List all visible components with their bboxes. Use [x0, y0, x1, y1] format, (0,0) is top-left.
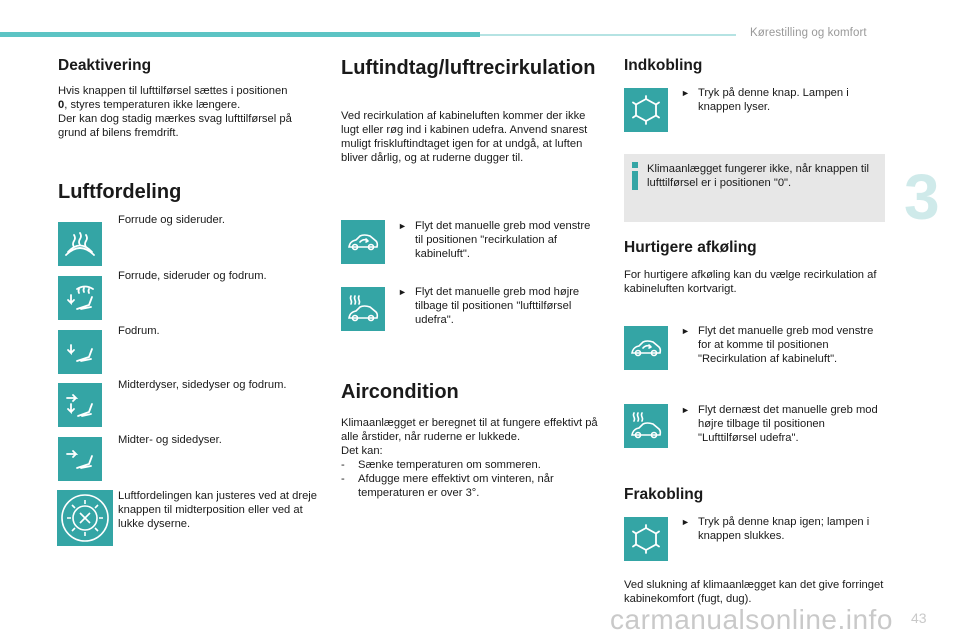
aircondition-list-item-2-text: Afdugge mere effektivt om vinteren, når temperaturen er over 3°.	[358, 473, 554, 499]
snowflake-ac-icon	[624, 517, 668, 561]
luftindtag-bullet-1	[398, 219, 598, 261]
windshield-feet-icon	[58, 276, 102, 320]
luftindtag-intro: Ved recirkulation af kabineluften kommer der ikke lugt eller røg ind i kabinen udefra. Anvend snarest muligt friskluftindtaget igen for at undgå, at luften bliver dårlig, og at ruderne dugger til.	[341, 110, 588, 164]
bullet-marker: ►	[681, 517, 690, 527]
hurtigere-bullet-2	[681, 403, 881, 445]
recirculation-icon	[341, 220, 385, 264]
info-icon	[630, 162, 640, 190]
header-accent-line	[480, 34, 736, 36]
luftindtag-bullet-1-text: Flyt det manuelle greb mod venstre til positionen "recirkulation af kabineluft".	[415, 220, 591, 260]
indkobling-title: Indkobling	[624, 57, 703, 74]
bullet-marker: ►	[681, 326, 690, 336]
deaktivering-bold-zero: 0	[58, 99, 65, 111]
bullet-marker: ►	[681, 405, 690, 415]
fresh-air-icon	[624, 404, 668, 448]
watermark: carmanualsonline.info	[610, 604, 893, 635]
center-side-vent-icon	[58, 437, 102, 481]
aircondition-list-item-1-text: Sænke temperaturen om sommeren.	[358, 459, 541, 471]
deaktivering-para1b: , styres temperaturen ikke længere.	[64, 99, 241, 111]
luftfordeling-title: Luftfordeling	[58, 181, 182, 203]
hurtigere-intro: For hurtigere afkøling kan du vælge recirkulation af kabineluften kortvarigt.	[624, 269, 877, 295]
page-number: 43	[911, 610, 927, 626]
luftindtag-title: Luftindtag/luftrecirkulation	[341, 57, 596, 79]
indkobling-bullet	[681, 86, 881, 114]
deaktivering-para1a: Hvis knappen til lufttilførsel sættes i positionen	[58, 85, 288, 97]
luftindtag-bullet-2-text: Flyt det manuelle greb mod højre tilbage til positionen "lufttilførsel udefra".	[415, 286, 580, 326]
luftfordeling-item-4: Midterdyser, sidedyser og fodrum.	[118, 379, 287, 391]
fresh-air-icon	[341, 287, 385, 331]
indkobling-info-text: Klimaanlægget fungerer ikke, når knappen til lufttilførsel er i positionen "0".	[647, 163, 870, 189]
running-head: Kørestilling og komfort	[750, 27, 867, 39]
aircondition-title: Aircondition	[341, 381, 459, 403]
frakobling-bullet-text: Tryk på denne knap igen; lampen i knappen slukkes.	[698, 516, 870, 542]
deaktivering-title: Deaktivering	[58, 57, 152, 74]
frakobling-title: Frakobling	[624, 486, 704, 503]
recirculation-icon	[624, 326, 668, 370]
windshield-defrost-icon	[58, 222, 102, 266]
luftfordeling-item-6: Luftfordelingen kan justeres ved at dreje knappen til midterposition eller ved at lukke dyserne.	[118, 490, 318, 530]
hurtigere-bullet-1	[681, 324, 881, 366]
distribution-dial-icon	[57, 490, 113, 546]
dash-marker: -	[341, 473, 345, 485]
center-side-feet-vent-icon	[58, 383, 102, 427]
frakobling-bullet	[681, 515, 881, 543]
bullet-marker: ►	[398, 287, 407, 297]
feet-vent-icon	[58, 330, 102, 374]
chapter-number: 3	[904, 161, 940, 233]
bullet-marker: ►	[681, 88, 690, 98]
aircondition-intro: Klimaanlægget er beregnet til at fungere effektivt på alle årstider, når ruderne er lukkede.	[341, 417, 598, 443]
luftindtag-bullet-2	[398, 285, 598, 327]
luftfordeling-item-2: Forrude, sideruder og fodrum.	[118, 270, 267, 282]
header-accent-bar	[0, 32, 480, 37]
luftfordeling-item-3: Fodrum.	[118, 325, 160, 337]
luftfordeling-item-1: Forrude og sideruder.	[118, 214, 225, 226]
frakobling-note: Ved slukning af klimaanlægget kan det give forringet kabinekomfort (fugt, dug).	[624, 579, 884, 605]
aircondition-list-item-1	[341, 458, 603, 472]
aircondition-text	[341, 416, 603, 500]
dash-marker: -	[341, 459, 345, 471]
aircondition-lead: Det kan:	[341, 445, 383, 457]
hurtigere-bullet-1-text: Flyt det manuelle greb mod venstre for at komme til positionen "Recirkulation af kabineluft".	[698, 325, 874, 365]
luftfordeling-item-5: Midter- og sidedyser.	[118, 434, 222, 446]
snowflake-ac-icon	[624, 88, 668, 132]
deaktivering-text	[58, 84, 320, 140]
hurtigere-bullet-2-text: Flyt dernæst det manuelle greb mod højre tilbage til positionen "Lufttilførsel udefra".	[698, 404, 878, 444]
aircondition-list-item-2	[341, 472, 603, 500]
hurtigere-title: Hurtigere afkøling	[624, 239, 757, 256]
indkobling-bullet-text: Tryk på denne knap. Lampen i knappen lyser.	[698, 87, 849, 113]
bullet-marker: ►	[398, 221, 407, 231]
deaktivering-para2: Der kan dog stadig mærkes svag lufttilførsel på grund af bilens fremdrift.	[58, 113, 292, 139]
